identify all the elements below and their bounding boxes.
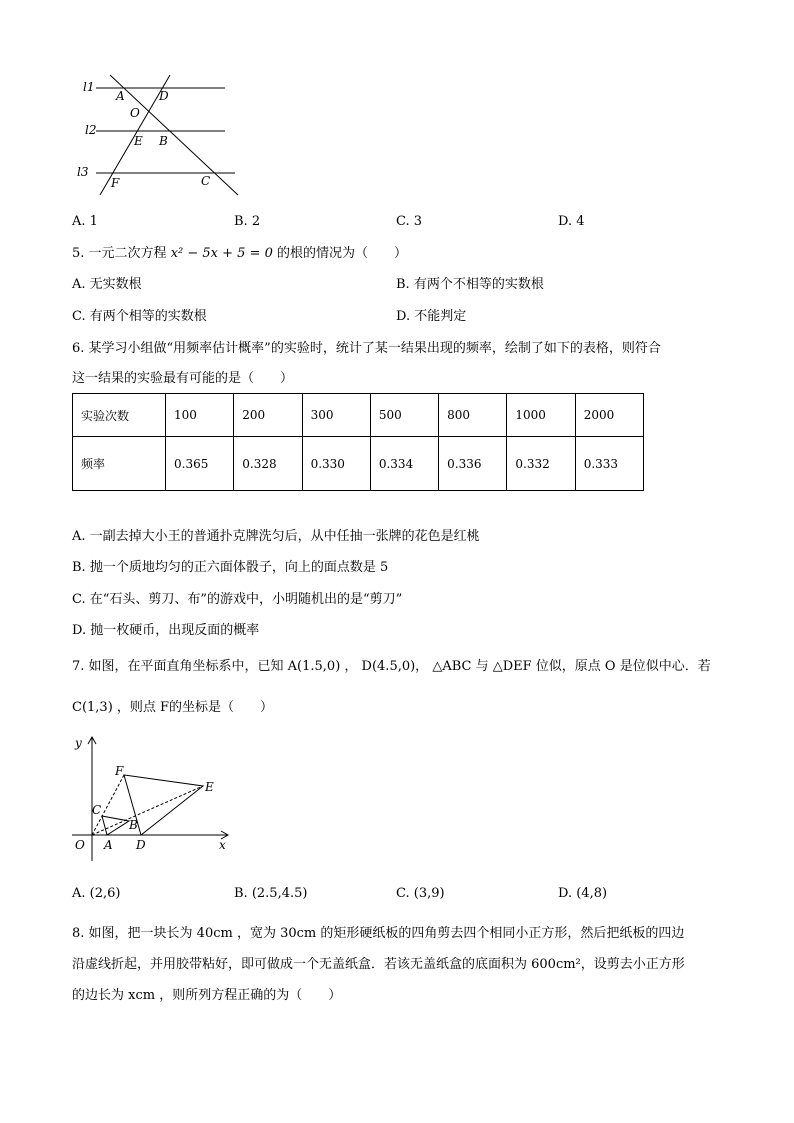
q7-option-b: B. (2.5,4.5) bbox=[234, 886, 308, 901]
label-l1: l1 bbox=[83, 80, 95, 94]
q5-option-a: A. 无实数根 bbox=[72, 277, 142, 292]
q4-option-d: D. 4 bbox=[558, 214, 585, 229]
table-cell: 1000 bbox=[507, 394, 575, 437]
q5-option-d: D. 不能判定 bbox=[396, 309, 467, 324]
frequency-table bbox=[72, 393, 644, 491]
table-cell: 0.336 bbox=[439, 437, 507, 491]
q6-option-d: D. 抛一枚硬币，出现反面的概率 bbox=[72, 623, 260, 638]
q4-option-b: B. 2 bbox=[234, 214, 261, 229]
point-d-label: D bbox=[136, 838, 146, 852]
q5-prefix: 5. 一元二次方程 bbox=[72, 246, 167, 261]
question-7-stem-line1: 7. 如图，在平面直角坐标系中，已知 A(1.5,0) ， D(4.5,0)， △ABC 与 △DEF 位似，原点 O 是位似中心．若 bbox=[72, 659, 711, 674]
point-a-label: A bbox=[116, 89, 125, 103]
question-7-stem-line2: C(1,3) ，则点 F的坐标是（ ） bbox=[72, 700, 274, 715]
q5-option-c: C. 有两个相等的实数根 bbox=[72, 309, 207, 324]
table-cell: 频率 bbox=[73, 437, 166, 491]
point-f-label: F bbox=[115, 764, 124, 778]
question-8-stem-line3: 的边长为 xcm ，则所列方程正确的为（ ） bbox=[72, 988, 342, 1003]
q7-option-d: D. (4,8) bbox=[558, 886, 608, 901]
origin-label: O bbox=[75, 838, 85, 852]
table-cell: 实验次数 bbox=[73, 394, 166, 437]
table-header-row bbox=[73, 394, 644, 437]
label-l2: l2 bbox=[85, 123, 97, 137]
ray-oe bbox=[92, 786, 203, 835]
label-l3: l3 bbox=[77, 165, 89, 179]
point-e-label: E bbox=[205, 780, 214, 794]
y-axis-label: y bbox=[75, 736, 82, 750]
table-cell: 0.365 bbox=[166, 437, 234, 491]
line-ac bbox=[110, 75, 238, 195]
point-a-label: A bbox=[104, 838, 113, 852]
point-o-label: O bbox=[130, 106, 140, 120]
q6-option-c: C. 在“石头、剪刀、布”的游戏中，小明随机出的是“剪刀” bbox=[72, 592, 403, 607]
table-cell: 0.328 bbox=[234, 437, 302, 491]
triangle-abc bbox=[102, 816, 129, 835]
q4-option-a: A. 1 bbox=[72, 214, 98, 229]
point-d-label: D bbox=[159, 89, 169, 103]
point-e-label: E bbox=[134, 134, 143, 148]
question-6-stem-line1: 6. 某学习小组做“用频率估计概率”的实验时，统计了某一结果出现的频率，绘制了如下的表格，则符合 bbox=[72, 341, 661, 356]
table-cell: 300 bbox=[302, 394, 370, 437]
table-cell: 100 bbox=[166, 394, 234, 437]
q7-option-c: C. (3,9) bbox=[396, 886, 445, 901]
q5-equation: x² − 5x + 5 = 0 bbox=[170, 246, 273, 261]
point-b-label: B bbox=[159, 134, 168, 148]
table-cell: 800 bbox=[439, 394, 507, 437]
table-cell: 0.332 bbox=[507, 437, 575, 491]
x-axis-label: x bbox=[219, 838, 226, 852]
question-5-stem bbox=[72, 246, 407, 262]
table-row bbox=[73, 437, 644, 491]
q6-option-b: B. 抛一个质地均匀的正六面体骰子，向上的面点数是 5 bbox=[72, 560, 389, 575]
q6-option-a: A. 一副去掉大小王的普通扑克牌洗匀后，从中任抽一张牌的花色是红桃 bbox=[72, 529, 480, 544]
table-cell: 0.330 bbox=[302, 437, 370, 491]
coordinate-figure bbox=[70, 733, 235, 863]
q5-suffix: 的根的情况为（ ） bbox=[277, 246, 408, 261]
point-f-label: F bbox=[111, 176, 120, 190]
parallel-lines-figure bbox=[70, 70, 250, 205]
point-b-label: B bbox=[129, 818, 138, 832]
question-8-stem-line1: 8. 如图，把一块长为 40cm ，宽为 30cm 的矩形硬纸板的四角剪去四个相同小正方形，然后把纸板的四边 bbox=[72, 926, 685, 941]
table-cell: 0.333 bbox=[575, 437, 643, 491]
q7-option-a: A. (2,6) bbox=[72, 886, 121, 901]
question-6-stem-line2: 这一结果的实验最有可能的是（ ） bbox=[72, 371, 294, 386]
table-cell: 200 bbox=[234, 394, 302, 437]
q4-option-c: C. 3 bbox=[396, 214, 423, 229]
table-cell: 0.334 bbox=[370, 437, 438, 491]
q5-option-b: B. 有两个不相等的实数根 bbox=[396, 277, 544, 292]
point-c-label: C bbox=[201, 174, 211, 188]
point-c-label: C bbox=[92, 803, 102, 817]
question-8-stem-line2: 沿虚线折起，并用胶带粘好，即可做成一个无盖纸盒．若该无盖纸盒的底面积为 600cm²，设剪去小正方形 bbox=[72, 957, 685, 972]
table-cell: 500 bbox=[370, 394, 438, 437]
table-cell: 2000 bbox=[575, 394, 643, 437]
